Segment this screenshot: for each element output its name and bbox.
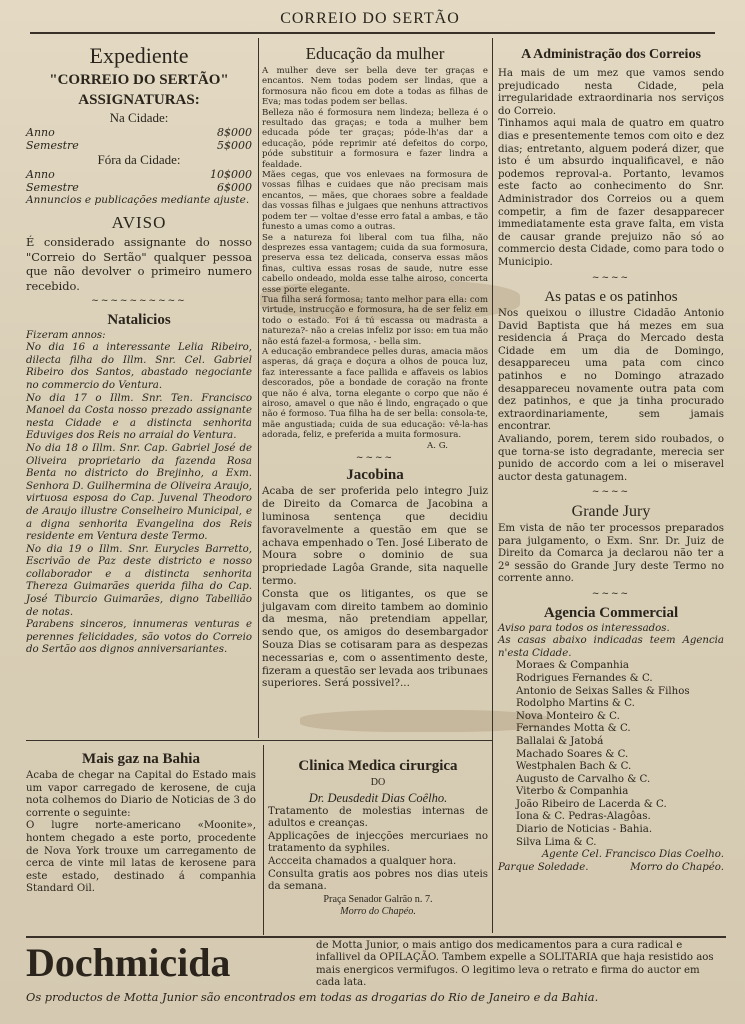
outside-label: Fóra da Cidade: [97,152,181,167]
agency-item: Nova Monteiro & C. [516,710,620,722]
agency-item: Augusto de Carvalho & C. [516,773,651,785]
masthead: CORREIO DO SERTÃO [280,10,460,27]
agency-item: Machado Soares & C. [516,748,629,760]
section-rule [26,740,492,741]
column-rule [258,38,259,738]
ad-brand: Dochmicida [26,940,231,985]
educacao-paragraph: Mães cegas, que vos enlevaes na formosura de vossas filhas e cuidaes que não precisam mais encantos, — mães, que choraes sobre a fealdade das vossas filhas e julgaes que nenhuns attractivos podem ter — voltae d'esse erro fatal a ambas, e tão funesto a umas como a outras. [262,170,488,233]
column-rule [263,745,264,935]
ornament-divider: ~~~~ [591,487,631,498]
clinica-town: Morro do Chapéo. [340,906,416,918]
clinica-title: Clinica Medica cirurgica [298,758,458,774]
jacobina-paragraph: Consta que os litigantes, os que se julgavam com direito tambem ao dominio da mesma, não pretendiam appellar, sendo que, os amigos do desembargador Souza Dias se cotisaram para as despezas necessarias e, com o assentimento deste, fizeram a questão ser levada aos tribunaes superiores. Será possivel?... [262,587,488,690]
gaz-title: Mais gaz na Bahia [82,751,200,767]
expediente-title: Expediente [89,43,189,68]
agency-agent: Agente Cel. Francisco Dias Coelho. [541,849,724,861]
ad-text: de Motta Junior, o mais antigo dos medicamentos para a cura radical e infallivel da OPILAÇÃO. Tambem expelle a SOLITARIA que haja resistido aos mais energicos vermifugos. O legitimo leva o retrato e firma do auctor em cada lata. [316,940,714,989]
patas-paragraph: Nos queixou o illustre Cidadão Antonio David Baptista que há mezes em sua residencia á Praça do Mercado desta Cidade em um dia de Domingo, desappareceu uma pata com cinco patinhos e no Domingo atrazado desappareceu novamente outra pata com dez patinhos, e que ja tinha procurado extraordinariamente, sem jamais encontrar. [498,308,724,433]
agency-item: Iona & C. Pedras-Alagôas. [516,811,651,823]
educacao-paragraph: A educação embrandece pelles duras, amacia mãos asperas, dá graça e doçura a olhos de pouca luz, faz interessante a face pallida e affaveis os labios descorados, põe a bondade de coração na fronte que não é alva, torna elegante o corpo que não é airoso, amavel o que não é lindo, engraçado o que não é formoso. Tua filha ha de ser bella: consola-te, mãe angustiada; cuida de sua educação: vê-la-has adorada, feliz, e preferida a muita formosura. [262,346,488,441]
price-value: 10$000 [210,168,252,181]
educacao-paragraph: Tua filha será formosa; tanto melhor para ella: com virtude, instrucção e formosura, ha de ser feliz em todo o estado. Foi á tú escassa ou madrasta a natureza?- não a creias infeliz por isso: em tua mão não está fazel-a formosa, - bella sim. [262,294,488,347]
price-value: 6$000 [217,181,252,194]
clinica-doctor: Dr. Deusdedit Dias Coêlho. [308,790,448,805]
price-value: 5$000 [217,139,252,152]
top-rule [30,32,715,34]
agencia-title: Agencia Commercial [543,604,679,621]
price-label: Semestre [26,181,79,194]
column-right [498,42,724,874]
educacao-paragraph: Se a natureza foi liberal com tua filha, não desprezes essa vantagem; cuida da sua formosura, preserva essa tez delicada, conserva essas mãos finas, cultiva essas rosas de saude, nutre esse cabello ondeado, molda esse talhe airoso, concerta esse porte elegante. [262,232,488,295]
natalicios-paragraph: No dia 19 o Illm. Snr. Eurycles Barretto, Escrivão de Paz deste districto e nosso collaborador e a distincta senhorita Thereza Guimarães querida filha do Cap. José Tiburcio Guimarães, digno Tabellião de notas. [26,543,252,618]
agency-list [498,660,724,849]
gaz-article [26,748,256,896]
gaz-paragraph: Acaba de chegar na Capital do Estado mais um vapor carregado de kerosene, de cuja nota colhemos do Diario de Noticias de 3 do corrente o seguinte: [26,770,256,819]
agency-item: João Ribeiro de Lacerda & C. [516,798,667,810]
correios-paragraph: Ha mais de um mez que vamos sendo prejudicado nesta Cidade, pela irregularidade extraordinaria nos serviços do Correio. [498,68,724,117]
agency-place: Parque Soledade. [498,861,589,873]
correios-paragraph: Tinhamos aqui mala de quatro em quatro dias e presentemente temos com oito e dez dias; entretanto, alguem poderá dizer, que isto é um absurdo inqualificavel, e não podemos reproval-a. Portanto, levamos este facto ao conhecimento do Snr. Administrador dos Correios ou a quem competir, a fim de fazer desapparecer immediatamente esta grave falta, em vista de causar grande prejuizo não só ao commercio desta Cidade, como para todo o Municipio. [498,118,724,268]
ornament-divider: ~~~~ [355,453,395,464]
ad-footer: Os productos de Motta Junior são encontrados em todas as drogarias do Rio de Janeiro e da Bahia. [26,990,599,1004]
educacao-signature: A. G. [427,440,448,451]
agency-item: Rodolpho Martins & C. [516,698,635,710]
agencia-intro: As casas abaixo indicadas teem Agencia n'esta Cidade. [498,635,724,659]
agency-item: Moraes & Companhia [516,660,629,672]
educacao-paragraph: A mulher deve ser bella deve ter graças e encantos. Nem todas podem ser lindas, que a formosura não ficou em dote a todas as filhas de Eva; mas todas podem ser bellas. [262,66,488,108]
clinica-address: Praça Senador Galrão n. 7. [323,893,433,905]
jacobina-title: Jacobina [346,467,404,484]
clinica-paragraph: Applicações de injecções mercuriaes no tratamento da syphiles. [268,830,488,855]
clinica-paragraph: Accceita chamados a qualquer hora. [268,855,457,867]
price-label: Anno [26,126,55,139]
price-value: 8$000 [217,126,252,139]
agency-item: Rodrigues Fernandes & C. [516,672,653,684]
ads-note: Annuncios e publicações mediante ajuste. [26,194,250,206]
educacao-title: Educação da mulher [305,44,445,63]
agency-item: Ballalai & Jatobá [516,735,604,747]
natalicios-paragraph: No dia 18 o Illm. Snr. Cap. Gabriel José de Oliveira proprietario da fazenda Rosa Benta no districto do Brejinho, a Exm. Senhora D. Guilhermina de Oliveira Araujo, virtuosa esposa do Cap. Juvenal Theodoro de Araujo illustre Conselheiro Municipal, e a digna senhorita Evangelina dos Reis residente em Ventura deste Termo. [26,442,252,543]
clinica-paragraph: Tratamento de molestias internas de adultos e creanças. [268,805,488,830]
natalicios-paragraph: No dia 17 o Illm. Snr. Ten. Francisco Manoel da Costa nosso prezado assignante nesta Cidade e a distincta senhorita Eduviges dos Reis no arraial do Ventura. [26,392,252,442]
jury-title: Grande Jury [571,503,651,520]
agency-item: Antonio de Seixas Salles & Filhos [516,685,690,697]
jacobina-paragraph: Acaba de ser proferida pelo integro Juiz de Direito da Comarca de Jacobina a luminosa sentença que decidiu favoravelmente a questão em que se achava empenhado o Ten. José Liberato de Moura sobre o dominio de sua propriedade Lagôa Grande, sita naquelle termo. [262,485,488,588]
natalicios-paragraph: Parabens sinceros, innumeras venturas e perennes felicidades, são votos do Correio do Sertão aos dignos anniversariantes. [26,619,252,656]
natalicios-title: Natalicios [107,311,171,328]
price-label: Anno [26,168,55,181]
gaz-paragraph: O lugre norte-americano «Moonite», hontem chegado a este porto, procedente de Nova York trouxe um carregamento de cerca de vinte mil latas de kerosene para este estado, destinado á companhia Standard Oil. [26,820,256,895]
agency-item: Fernandes Motta & C. [516,723,631,735]
agency-town: Morro do Chapéo. [630,861,724,873]
column-rule [492,38,493,933]
ornament-divider: ~~~~ [591,588,631,599]
aviso-title: AVISO [111,213,167,232]
jury-paragraph: Em vista de não ter processos preparados para julgamento, o Exm. Snr. Dr. Juiz de Direito da Comarca ja declarou não ter a 2ª sessão do Grande Jury deste Termo no corrente anno. [498,523,724,585]
agency-item: Silva Lima & C. [516,836,597,848]
natalicios-intro: Fizeram annos: [26,329,106,341]
paper-name: "CORREIO DO SERTÃO" [49,72,229,88]
clinica-do: DO [370,777,386,788]
ornament-divider: ~~~~~~~~~~ [91,296,187,306]
educacao-paragraph: Belleza não é formosura nem lindeza; belleza é o resultado das graças; e toda a mulher bem educada póde ter graças; póde-lh'as dar a educação, póde reprimir até defeitos do corpo, póde substituir a formosura e fazer lindra a fealdade. [262,107,488,170]
ornament-divider: ~~~~ [591,272,631,283]
patas-paragraph: Avaliando, porem, terem sido roubados, o que torna-se isto degradante, merecia ser punido de accordo com a lei o miseravel auctor desta gatunagem. [498,434,724,483]
column-middle [262,42,488,690]
patas-title: As patas e os patinhos [544,289,678,306]
clinica-paragraph: Consulta gratis aos pobres nos dias uteis da semana. [268,868,488,893]
subscriptions-title: ASSIGNATURAS: [78,92,200,108]
clinica-ad [268,755,488,919]
aviso-text: É considerado assignante do nosso "Correio do Sertão" qualquer pessoa que não devolver o primeiro numero recebido. [26,235,252,293]
agency-item: Diario de Noticias - Bahia. [516,824,653,836]
agency-item: Viterbo & Companhia [516,786,629,798]
correios-title: A Administração dos Correios [521,47,701,62]
column-left [26,42,252,657]
agency-item: Westphalen Bach & C. [516,761,632,773]
natalicios-paragraph: No dia 16 a interessante Lelia Ribeiro, dilecta filha do Illm. Snr. Cel. Gabriel Ribeiro dos Santos, abastado negociante no commercio do Ventura. [26,342,252,391]
city-label: Na Cidade: [109,110,169,125]
price-label: Semestre [26,139,79,152]
agencia-intro: Aviso para todos os interessados. [498,622,670,634]
